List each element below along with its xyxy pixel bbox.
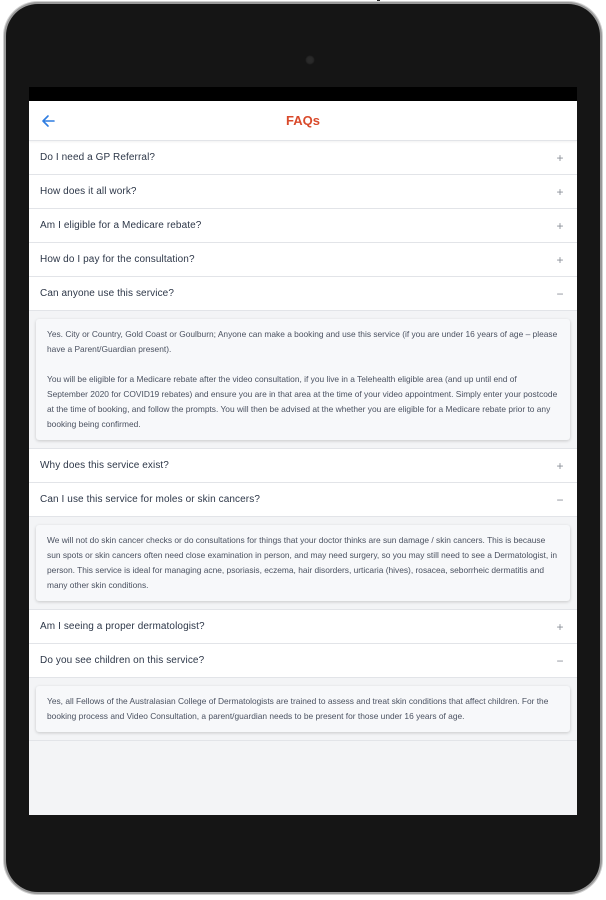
faq-answer-text: Yes, all Fellows of the Australasian College of Dermatologists are trained to assess and treat skin conditions that affect children. For the booking process and Video Consultation, a parent/guardian needs to be present for those under 16 years of age. xyxy=(47,696,549,721)
faq-question: Do I need a GP Referral? xyxy=(40,152,156,163)
faq-question: How does it all work? xyxy=(40,186,137,197)
faq-question: Am I seeing a proper dermatologist? xyxy=(40,621,205,632)
expand-icon[interactable]: + xyxy=(556,458,564,473)
faq-item-header[interactable] xyxy=(29,175,577,209)
expand-icon[interactable]: + xyxy=(556,252,564,267)
faq-item-header[interactable] xyxy=(29,644,577,678)
faq-answer-text: You will be eligible for a Medicare rebate after the video consultation, if you live in a Telehealth eligible area (and up until end of September 2020 for COVID19 rebates) and ensure you are in that area at the time of your video appointment. Simply enter your postcode at the time of booking, and follow the prompts. You will then be advised at the whether you are eligible for a Medicare rebate prior to any booking being confirmed. xyxy=(47,374,558,429)
faq-item-header[interactable] xyxy=(29,483,577,517)
faq-question: Why does this service exist? xyxy=(40,460,169,471)
faq-item-header[interactable] xyxy=(29,141,577,175)
expand-icon[interactable]: + xyxy=(556,150,564,165)
faq-answer-container xyxy=(29,517,577,610)
faq-item-header[interactable] xyxy=(29,209,577,243)
faq-list xyxy=(29,141,577,741)
expand-icon[interactable]: + xyxy=(556,184,564,199)
expand-icon[interactable]: + xyxy=(556,619,564,634)
faq-question: Can anyone use this service? xyxy=(40,288,174,299)
collapse-icon[interactable]: − xyxy=(556,492,564,507)
page-title: FAQs xyxy=(286,113,320,128)
faq-item-header[interactable] xyxy=(29,610,577,644)
faq-answer-text: We will not do skin cancer checks or do consultations for things that your doctor thinks are sun damage / skin cancers. This is because sun spots or skin cancers often need close examination in person, and may need surgery, so you may still need to see a Dermatologist, in person. This service is ideal for managing acne, psoriasis, eczema, hair disorders, urticaria (hives), rosacea, seborrheic dermatitis and many other skin conditions. xyxy=(47,535,558,590)
faq-answer-container xyxy=(29,311,577,449)
collapse-icon[interactable]: − xyxy=(556,286,564,301)
faq-answer-card xyxy=(36,525,570,601)
faq-item-header[interactable] xyxy=(29,449,577,483)
faq-item-header[interactable] xyxy=(29,277,577,311)
faq-question: Am I eligible for a Medicare rebate? xyxy=(40,220,202,231)
expand-icon[interactable]: + xyxy=(556,218,564,233)
app-screen xyxy=(29,87,577,815)
faq-question: Can I use this service for moles or skin cancers? xyxy=(40,494,260,505)
faq-question: Do you see children on this service? xyxy=(40,655,205,666)
faq-item-header[interactable] xyxy=(29,243,577,277)
faq-answer-container xyxy=(29,678,577,741)
app-bar xyxy=(29,101,577,141)
front-camera xyxy=(305,55,315,65)
collapse-icon[interactable]: − xyxy=(556,653,564,668)
faq-answer-card xyxy=(36,686,570,732)
faq-answer-card xyxy=(36,319,570,440)
faq-question: How do I pay for the consultation? xyxy=(40,254,195,265)
status-bar xyxy=(29,87,577,101)
faq-answer-text: Yes. City or Country, Gold Coast or Goulburn; Anyone can make a booking and use this service (if you are under 16 years of age – please have a Parent/Guardian present). xyxy=(47,329,558,354)
